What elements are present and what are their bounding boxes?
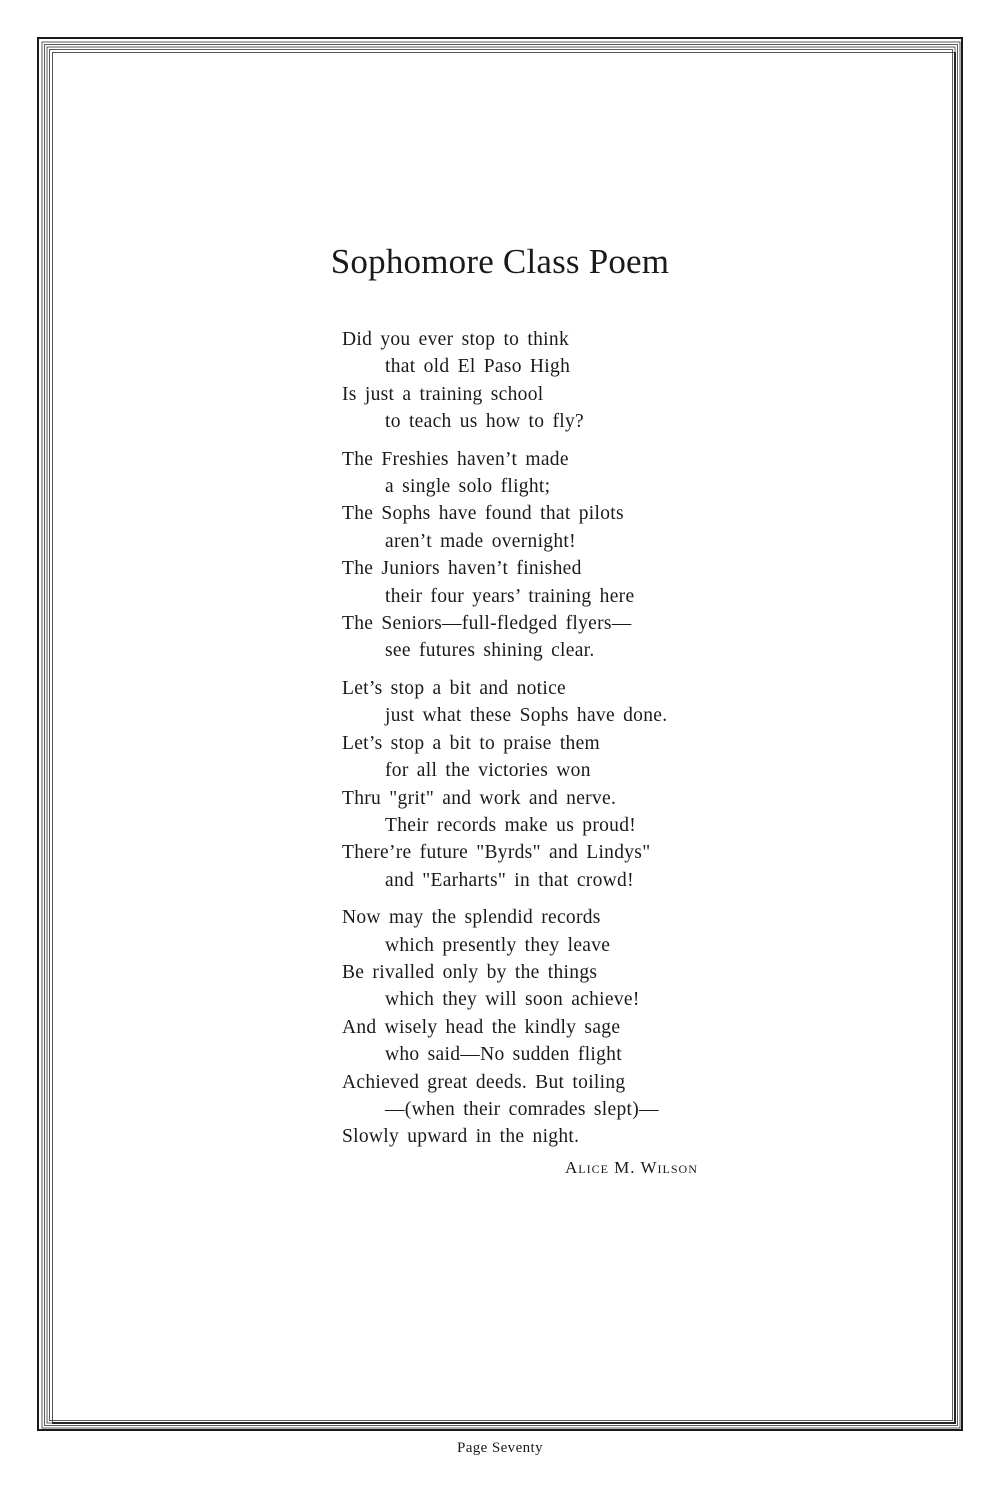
poem-line: And wisely head the kindly sage [342, 1016, 621, 1038]
poem-line: a single solo flight; [385, 476, 551, 498]
poem-stanza [342, 904, 762, 1151]
poem-line: see futures shining clear. [385, 640, 595, 662]
poem-line: Thru "grit" and work and nerve. [342, 787, 617, 809]
poem-line: who said—No sudden flight [385, 1044, 622, 1066]
poem-line: Achieved great deeds. But toiling [342, 1071, 626, 1093]
poem-line: just what these Sophs have done. [385, 705, 668, 727]
poem-line: The Sophs have found that pilots [342, 503, 624, 525]
poem-line: Now may the splendid records [342, 907, 601, 929]
poem-line: Slowly upward in the night. [342, 1126, 580, 1148]
poem-line: The Juniors haven’t finished [342, 558, 582, 580]
poem-line: Their records make us proud! [385, 814, 637, 836]
poem-line: to teach us how to fly? [385, 411, 584, 433]
poem-line: that old El Paso High [385, 356, 571, 378]
poem-line: and "Earharts" in that crowd! [385, 869, 634, 891]
poem-line: Is just a training school [342, 383, 544, 405]
poem-stanza [342, 446, 762, 665]
poem-body [342, 326, 762, 1161]
poem-line: aren’t made overnight! [385, 530, 576, 552]
poem-line: —(when their comrades slept)— [385, 1098, 659, 1120]
poem-line: Let’s stop a bit to praise them [342, 732, 601, 754]
poem-author: Alice M. Wilson [565, 1158, 698, 1177]
poem-line: their four years’ training here [385, 585, 635, 607]
poem-line: The Seniors—full-fledged flyers— [342, 613, 632, 635]
poem-line: Let’s stop a bit and notice [342, 677, 567, 699]
poem-line: which presently they leave [385, 934, 611, 956]
poem-line: for all the victories won [385, 760, 591, 782]
poem-line: Did you ever stop to think [342, 329, 569, 350]
poem-stanza [342, 326, 762, 436]
poem-line: The Freshies haven’t made [342, 448, 569, 470]
poem-line: which they will soon achieve! [385, 989, 640, 1011]
poem-line: Be rivalled only by the things [342, 961, 598, 983]
poem-title: Sophomore Class Poem [330, 242, 670, 281]
poem-stanza [342, 675, 762, 894]
poem-line: There’re future "Byrds" and Lindys" [342, 842, 651, 864]
page-number: Page Seventy [456, 1440, 544, 1456]
